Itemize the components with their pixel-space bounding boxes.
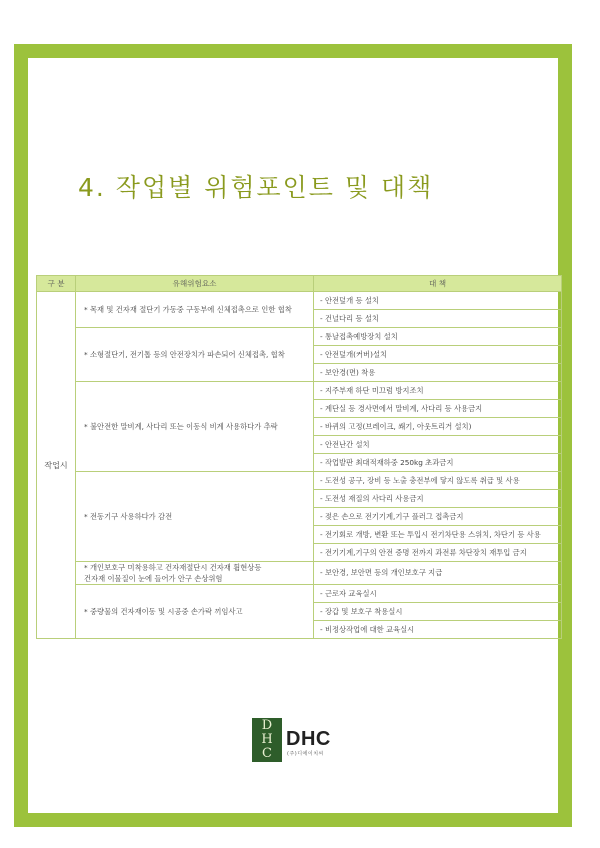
measure-cell: - 안전덮개 등 설치: [314, 292, 562, 310]
logo-subtitle: (주)디에이치씨: [287, 751, 324, 757]
logo-name: DHC: [286, 728, 331, 750]
measure-cell: - 안전난간 설치: [314, 436, 562, 454]
measure-cell: - 통날접촉예방장치 설치: [314, 328, 562, 346]
hazard-cell: * 소형절단기, 전기톱 등의 안전장치가 파손되어 신체접촉, 협착: [76, 328, 314, 382]
measure-cell: - 바퀴의 고정(브레이크, 쐐기, 아웃트리거 설치): [314, 418, 562, 436]
table-row: [37, 382, 562, 400]
table-row: [37, 562, 562, 585]
header-category: 구 분: [37, 276, 76, 292]
measure-cell: - 안전덮개(커버)설치: [314, 346, 562, 364]
measure-cell: - 도전성 재질의 사다리 사용금지: [314, 490, 562, 508]
table-row: [37, 328, 562, 346]
hazard-cell: * 중량물의 건자재이동 및 시공중 손가락 끼임사고: [76, 585, 314, 639]
table-row: [37, 585, 562, 603]
measure-cell: - 보안경, 보안면 등의 개인보호구 지급: [314, 562, 562, 585]
category-cell: 작업시: [37, 292, 76, 639]
measure-cell: - 작업발판 최대적재하중 250kg 초과금지: [314, 454, 562, 472]
measure-cell: - 지주부재 하단 미끄럼 방지조치: [314, 382, 562, 400]
measure-cell: - 전기회로 개방, 변환 또는 투입시 전기차단용 스위치, 차단기 등 사용: [314, 526, 562, 544]
hazard-cell: * 전동기구 사용하다가 감전: [76, 472, 314, 562]
hazard-cell: * 개인보호구 미착용하고 건자재절단시 건자재 휨현상등 건자재 이물질이 눈에 들어가 안구 손상위험: [76, 562, 314, 585]
measure-cell: - 전기기계,기구의 안전 증명 전까지 과전류 차단장치 재투입 금지: [314, 544, 562, 562]
measure-cell: - 건널다리 등 설치: [314, 310, 562, 328]
table-header-row: [37, 276, 562, 292]
hazard-cell: * 불안전한 말비계, 사다리 또는 이동식 비계 사용하다가 추락: [76, 382, 314, 472]
table-row: [37, 292, 562, 310]
logo-mark: D H C: [252, 718, 282, 762]
measure-cell: - 근로자 교육실시: [314, 585, 562, 603]
header-hazard: 유해위험요소: [76, 276, 314, 292]
company-logo: [252, 718, 342, 762]
measure-cell: - 젖은 손으로 전기기계,기구 플러그 접촉금지: [314, 508, 562, 526]
table-row: [37, 472, 562, 490]
measure-cell: - 보안경(면) 착용: [314, 364, 562, 382]
measure-cell: - 장갑 및 보호구 착용실시: [314, 603, 562, 621]
measure-cell: - 계단실 등 경사면에서 말비계, 사다리 등 사용금지: [314, 400, 562, 418]
risk-table: [36, 275, 562, 639]
header-measure: 대 책: [314, 276, 562, 292]
measure-cell: - 도전성 공구, 장비 등 노출 충전부에 닿지 않도록 취급 및 사용: [314, 472, 562, 490]
hazard-cell: * 목재 및 건자재 절단기 가동중 구동부에 신체접촉으로 인한 협착: [76, 292, 314, 328]
measure-cell: - 비정상작업에 대한 교육실시: [314, 621, 562, 639]
page-title: 4. 작업별 위험포인트 및 대책: [78, 173, 434, 202]
